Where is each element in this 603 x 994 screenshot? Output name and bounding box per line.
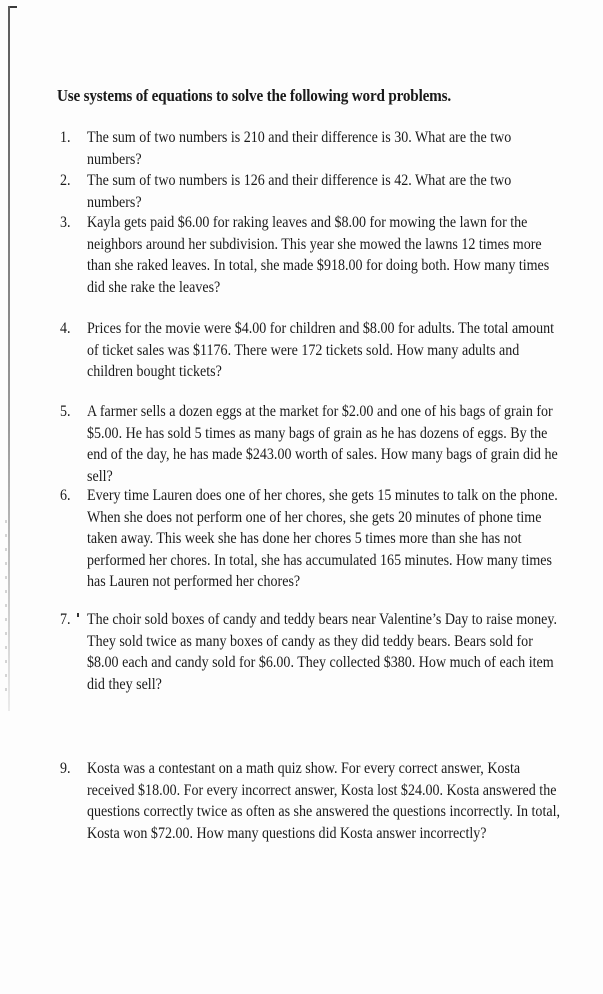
problem-item [60,212,564,298]
problem-item [60,170,564,213]
problem-number: 7. [60,611,71,628]
problem-item [60,609,564,695]
problem-text: Every time Lauren does one of her chores, she gets 15 minutes to talk on the phone. When she does not perform one of her chores, she gets 20 minutes of phone time taken away. This week she has done her chores 5 times more than she has not performed her chores. In total, she has accumulated 165 minutes. How many times has Lauren not performed her chores? [87,487,558,590]
pencil-mark [77,613,79,617]
problem-text: Kayla gets paid $6.00 for raking leaves and $8.00 for mowing the lawn for the neighbors around her subdivision. This year she mowed the lawns 12 times more than she raked leaves. In total, she made $918.00 for doing both. How many times did she rake the leaves? [87,214,550,296]
problem-number: 6. [60,487,71,504]
problem-text: A farmer sells a dozen eggs at the market for $2.00 and one of his bags of grain for $5.00. He has sold 5 times as many bags of grain as he has dozens of eggs. By the end of the day, he has made $243.00 worth of sales. How many bags of grain did he sell? [87,403,558,485]
problem-number: 9. [60,760,71,777]
problem-number: 4. [60,320,71,337]
instructions-heading: Use systems of equations to solve the following word problems. [57,86,451,105]
problem-item [60,401,564,487]
problem-number: 1. [60,129,71,146]
problem-item [60,127,564,170]
problem-number: 2. [60,172,71,189]
problem-item [60,318,564,383]
scan-specks [5,520,7,700]
scan-binding-line [8,6,10,711]
problem-number: 5. [60,403,71,420]
problem-text: Prices for the movie were $4.00 for children and $8.00 for adults. The total amount of ticket sales was $1176. There were 172 tickets sold. How many adults and children bought tickets? [87,320,555,380]
problem-number: 3. [60,214,71,231]
problem-text: The choir sold boxes of candy and teddy bears near Valentine’s Day to raise money. They sold twice as many boxes of candy as they did teddy bears. Bears sold for $8.00 each and candy sold for $6.00. They collected $380. How much of each item did they sell? [87,611,558,693]
problem-item [60,758,564,844]
problem-item [60,485,564,593]
problem-text: The sum of two numbers is 210 and their difference is 30. What are the two numbers? [87,129,512,168]
problem-text: Kosta was a contestant on a math quiz show. For every correct answer, Kosta received $18.00. For every incorrect answer, Kosta lost $24.00. Kosta answered the questions correctly twice as often as she answered the questions incorrectly. In total, Kosta won $72.00. How many questions did Kosta answer incorrectly? [87,760,560,842]
problem-text: The sum of two numbers is 126 and their difference is 42. What are the two numbers? [87,172,512,211]
